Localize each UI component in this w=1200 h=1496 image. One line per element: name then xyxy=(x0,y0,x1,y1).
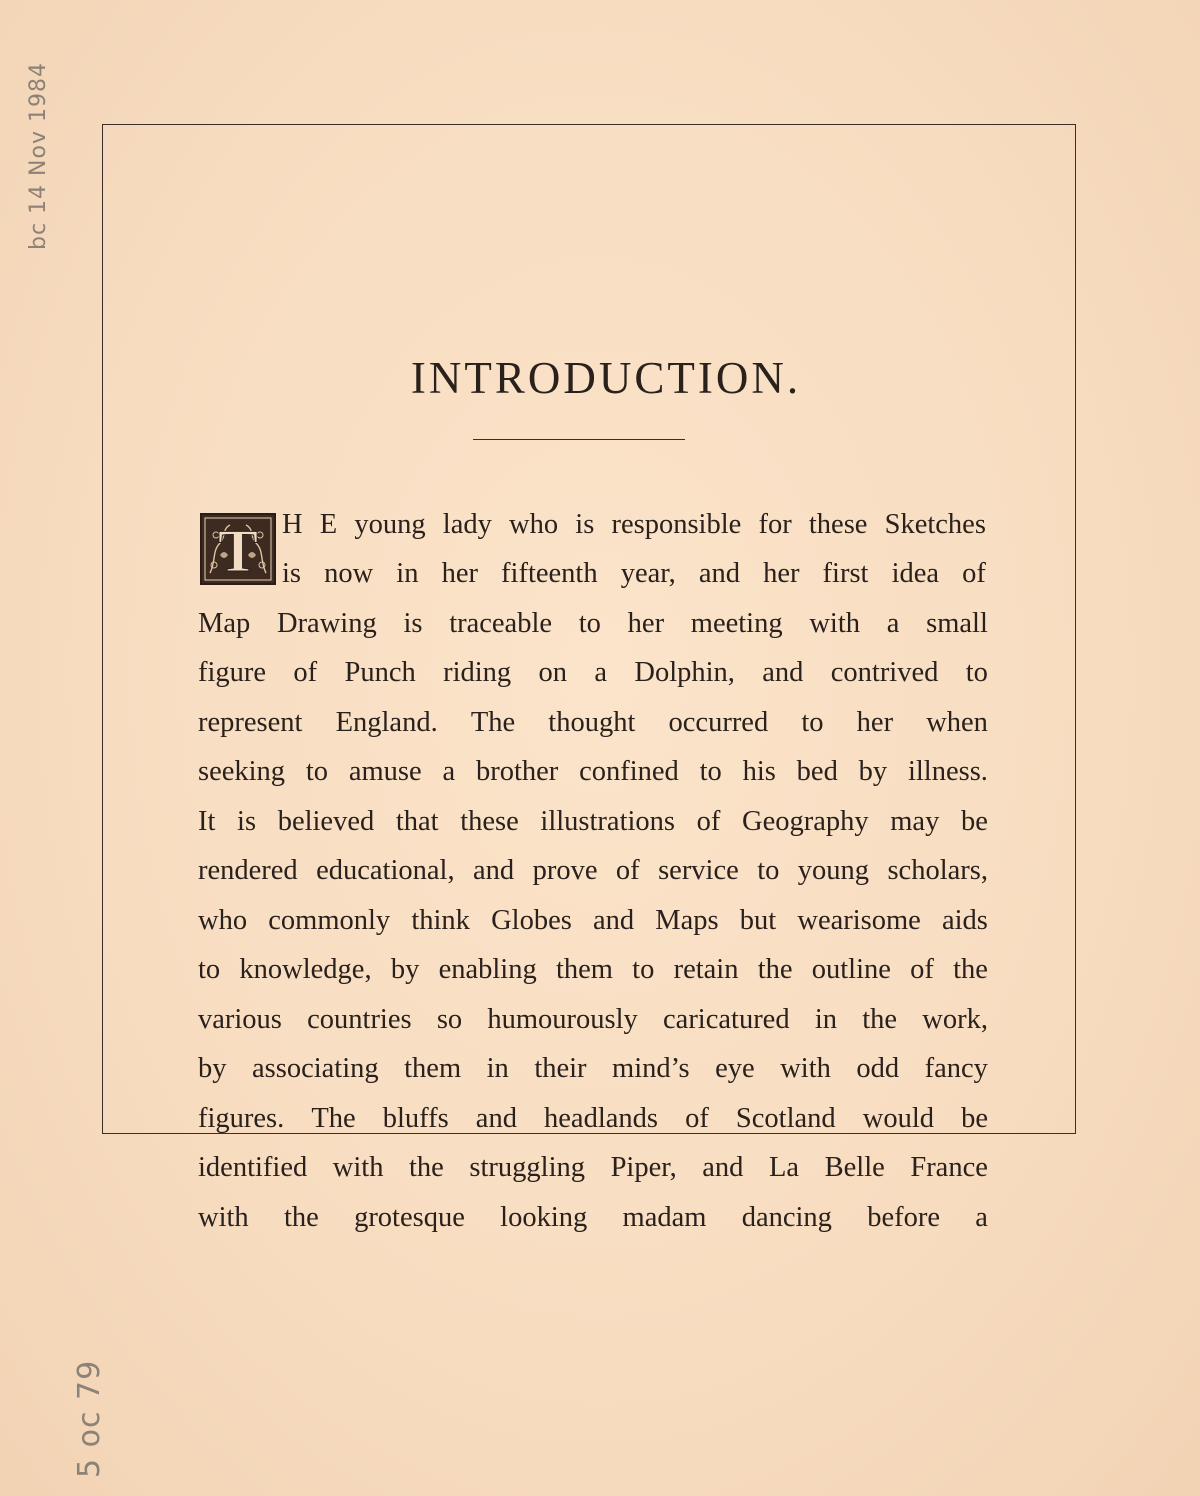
margin-note-top: bc 14 Nov 1984 xyxy=(26,62,51,250)
word: bluffs xyxy=(382,1103,449,1134)
page-title: INTRODUCTION. xyxy=(410,353,802,403)
word: figures. xyxy=(198,1103,285,1134)
word: various xyxy=(198,1004,282,1035)
word: who xyxy=(198,905,248,936)
word: by xyxy=(858,756,888,787)
word: Belle xyxy=(824,1152,885,1183)
word: occurred xyxy=(668,707,769,738)
text-line xyxy=(198,851,988,891)
word: madam xyxy=(622,1202,707,1233)
word: her xyxy=(763,558,800,589)
word: be xyxy=(961,1103,988,1134)
word: of xyxy=(696,806,721,837)
word: eye xyxy=(715,1053,755,1084)
word: of xyxy=(910,954,934,985)
word: lady xyxy=(442,509,492,540)
text-line xyxy=(198,1148,988,1188)
word: riding xyxy=(443,657,512,688)
word: Sketches xyxy=(884,509,986,540)
text-line xyxy=(198,653,988,693)
word: of xyxy=(962,558,986,589)
word: with xyxy=(332,1152,384,1183)
word: illustrations xyxy=(540,806,676,837)
word: aids xyxy=(941,905,988,936)
text-line xyxy=(198,604,988,644)
word: of xyxy=(293,657,318,688)
text-line xyxy=(198,950,988,990)
word: scholars, xyxy=(887,855,988,886)
word: retain xyxy=(673,954,739,985)
word: educational, xyxy=(316,855,455,886)
word: seeking xyxy=(198,756,286,787)
word: who xyxy=(509,509,559,540)
word: but xyxy=(739,905,777,936)
word: and xyxy=(762,657,804,688)
word: is xyxy=(403,608,423,639)
word: looking xyxy=(500,1202,588,1233)
word: by xyxy=(198,1053,227,1084)
word: associating xyxy=(252,1053,379,1084)
word: for xyxy=(758,509,792,540)
word: bed xyxy=(796,756,838,787)
word: a xyxy=(442,756,456,787)
text-line xyxy=(198,1099,988,1139)
word: It xyxy=(198,806,216,837)
word: struggling xyxy=(469,1152,585,1183)
word: Map xyxy=(198,608,251,639)
word: service xyxy=(658,855,739,886)
word: when xyxy=(926,707,988,738)
drop-cap-letter: T xyxy=(217,518,259,583)
word: first xyxy=(822,558,869,589)
word: a xyxy=(886,608,900,639)
word: illness. xyxy=(907,756,988,787)
text-line xyxy=(198,703,988,743)
word: Punch xyxy=(344,657,416,688)
word: confined xyxy=(579,756,679,787)
word: of xyxy=(685,1103,709,1134)
word: and xyxy=(473,855,515,886)
word: thought xyxy=(548,707,636,738)
word: his xyxy=(742,756,776,787)
word: year, xyxy=(620,558,676,589)
word: headlands xyxy=(544,1103,658,1134)
word: be xyxy=(960,806,988,837)
word: of xyxy=(615,855,640,886)
word: grotesque xyxy=(354,1202,465,1233)
word: traceable xyxy=(449,608,553,639)
word: England. xyxy=(335,707,438,738)
word: figure xyxy=(198,657,267,688)
margin-note-bottom: 5 oc 79 xyxy=(72,1359,107,1478)
word: knowledge, xyxy=(239,954,372,985)
text-line xyxy=(282,554,986,594)
word: the xyxy=(862,1004,898,1035)
word: with xyxy=(780,1053,831,1084)
word: brother xyxy=(475,756,559,787)
word: a xyxy=(594,657,608,688)
word: and xyxy=(698,558,740,589)
word: in xyxy=(486,1053,509,1084)
word: commonly xyxy=(268,905,391,936)
word: identified xyxy=(198,1152,308,1183)
word: young xyxy=(797,855,870,886)
word: to xyxy=(757,855,780,886)
word: odd xyxy=(856,1053,900,1084)
word: her xyxy=(627,608,665,639)
word: is xyxy=(282,558,302,589)
word: rendered xyxy=(198,855,298,886)
word: that xyxy=(395,806,439,837)
word: wearisome xyxy=(797,905,921,936)
word: caricatured xyxy=(663,1004,790,1035)
word: and xyxy=(475,1103,517,1134)
word: the xyxy=(757,954,793,985)
text-line xyxy=(198,1198,988,1238)
word: think xyxy=(411,905,470,936)
word: the xyxy=(409,1152,444,1183)
word: the xyxy=(283,1202,319,1233)
text-line xyxy=(198,901,988,941)
word: by xyxy=(390,954,420,985)
word: to xyxy=(699,756,722,787)
word: and xyxy=(702,1152,744,1183)
word: their xyxy=(534,1053,587,1084)
word: countries xyxy=(307,1004,412,1035)
word: to xyxy=(965,657,988,688)
word: the xyxy=(953,954,988,985)
word: France xyxy=(910,1152,988,1183)
word: work, xyxy=(922,1004,988,1035)
word: before xyxy=(867,1202,940,1233)
word: them xyxy=(555,954,613,985)
word: her xyxy=(856,707,894,738)
word: Piper, xyxy=(610,1152,677,1183)
word: with xyxy=(809,608,861,639)
drop-cap-flourish-icon xyxy=(202,515,274,583)
word: in xyxy=(814,1004,837,1035)
word: represent xyxy=(198,707,303,738)
word: these xyxy=(808,509,868,540)
word: to xyxy=(801,707,824,738)
word: fancy xyxy=(924,1053,988,1084)
word: these xyxy=(460,806,519,837)
word: so xyxy=(436,1004,463,1035)
word: The xyxy=(470,707,516,738)
word: outline xyxy=(811,954,891,985)
text-line xyxy=(198,1049,988,1089)
word: Dolphin, xyxy=(634,657,735,688)
word: E xyxy=(319,509,338,540)
word: Globes xyxy=(491,905,572,936)
word: dancing xyxy=(741,1202,832,1233)
text-line xyxy=(198,752,988,792)
word: and xyxy=(592,905,635,936)
word: Drawing xyxy=(276,608,377,639)
word: mind’s xyxy=(612,1053,690,1084)
word: now xyxy=(324,558,374,589)
word: idea xyxy=(891,558,940,589)
word: is xyxy=(237,806,257,837)
word: is xyxy=(575,509,595,540)
word: fifteenth xyxy=(501,558,598,589)
word: to xyxy=(578,608,601,639)
word: Maps xyxy=(655,905,719,936)
word: her xyxy=(441,558,478,589)
word: them xyxy=(404,1053,462,1084)
word: believed xyxy=(277,806,375,837)
word: in xyxy=(396,558,419,589)
word: responsible xyxy=(611,509,742,540)
word: a xyxy=(975,1202,988,1233)
word: The xyxy=(311,1103,356,1134)
word: on xyxy=(538,657,568,688)
title-divider xyxy=(473,439,685,440)
word: Scotland xyxy=(735,1103,836,1134)
word: amuse xyxy=(348,756,422,787)
word: La xyxy=(769,1152,800,1183)
word: contrived xyxy=(830,657,939,688)
word: would xyxy=(862,1103,934,1134)
text-line xyxy=(198,1000,988,1040)
word: may xyxy=(890,806,940,837)
word: meeting xyxy=(690,608,783,639)
word: to xyxy=(198,954,221,985)
word: to xyxy=(305,756,329,787)
text-line xyxy=(198,802,988,842)
word: humourously xyxy=(487,1004,638,1035)
word: small xyxy=(926,608,988,639)
word: enabling xyxy=(438,954,537,985)
word: to xyxy=(632,954,655,985)
word: H xyxy=(282,509,303,540)
word: prove xyxy=(532,855,598,886)
word: Geography xyxy=(742,806,869,837)
word: with xyxy=(198,1202,249,1233)
text-line xyxy=(282,505,986,545)
drop-cap-ornament xyxy=(200,513,276,585)
word: young xyxy=(354,509,426,540)
